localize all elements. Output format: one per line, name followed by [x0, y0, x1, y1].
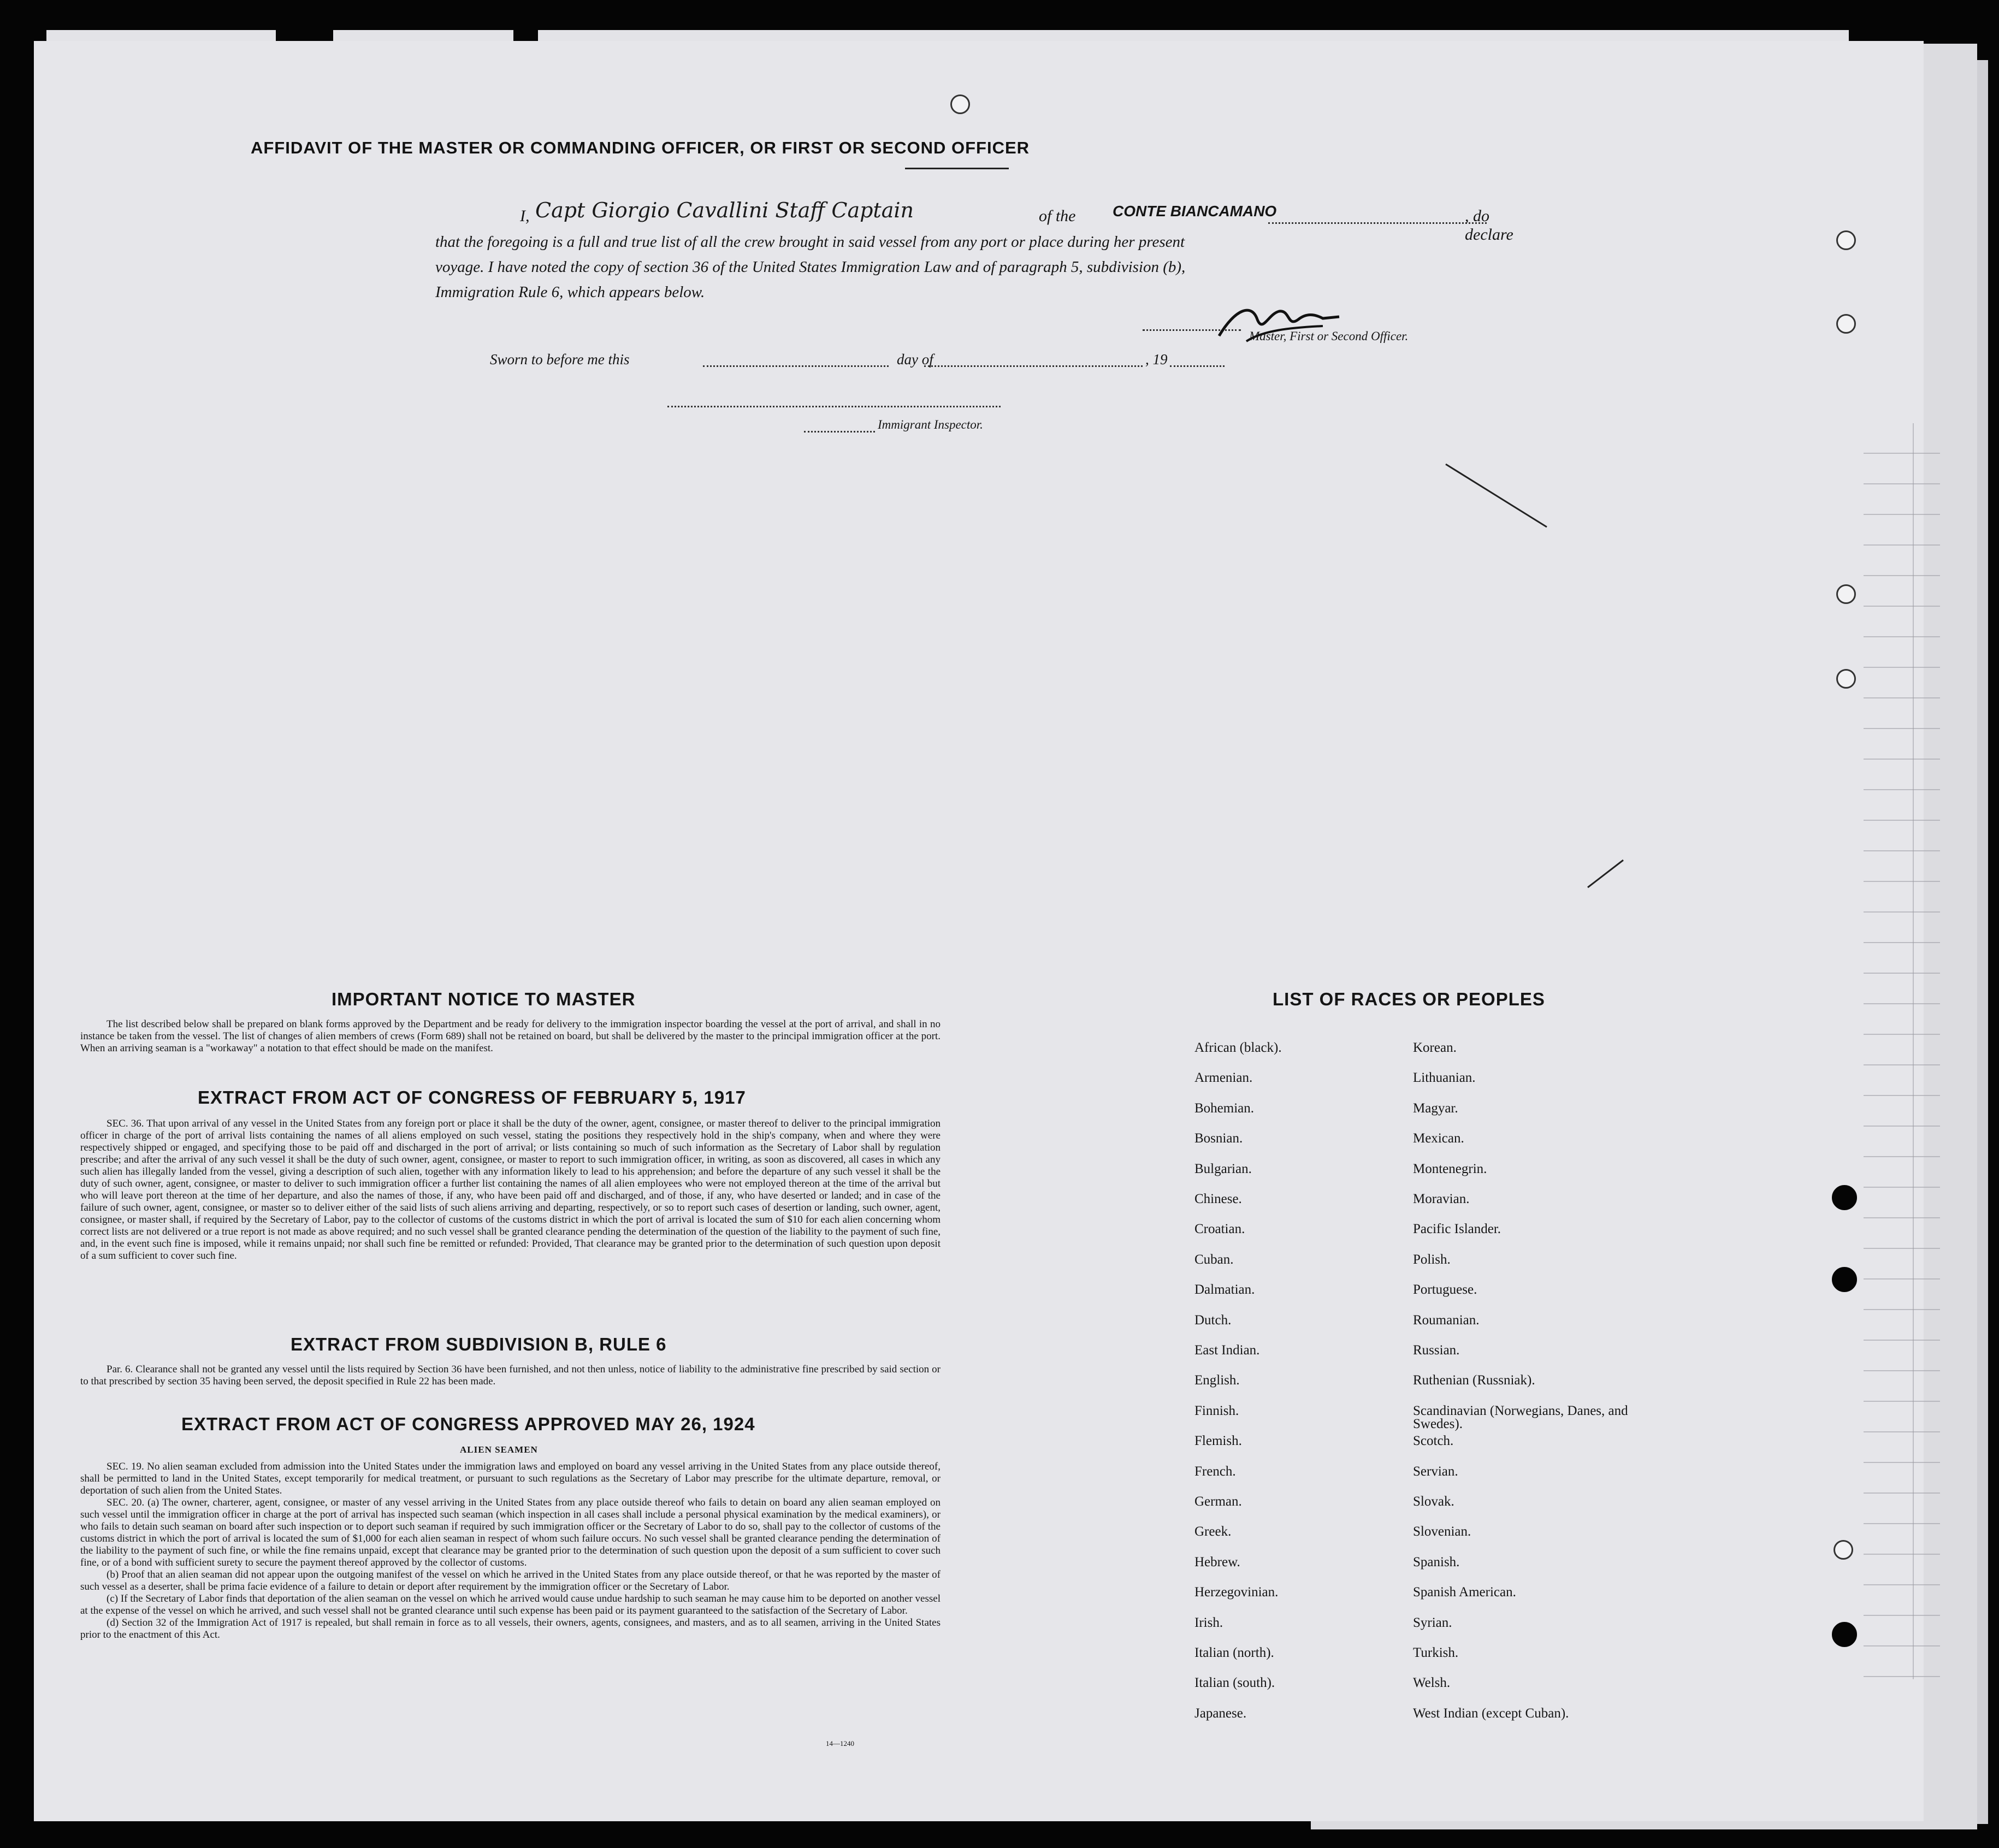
sec20c-paragraph: (c) If the Secretary of Labor finds that deportation of the alien seaman on the vessel on which he arrived would cause undue hardship to such seaman he may cause him to be deported on another vessel at the expense of the vessel on which he arrived, and such vessel shall not be granted clearance until such expense has been paid or its payment guaranteed to the satisfaction of the Secretary of Labor.	[80, 1593, 941, 1616]
race-item: East Indian.	[1194, 1343, 1260, 1358]
race-item: Bosnian.	[1194, 1131, 1243, 1146]
race-item: Spanish American.	[1413, 1585, 1516, 1600]
race-item: Mexican.	[1413, 1131, 1464, 1146]
extract-1917-text	[80, 1118, 941, 1262]
inspector-caption: Immigrant Inspector.	[878, 418, 983, 431]
race-item: Cuban.	[1194, 1252, 1234, 1267]
race-item: Russian.	[1413, 1343, 1460, 1358]
race-item: Polish.	[1413, 1252, 1451, 1267]
ledger-vline	[1913, 423, 1914, 1679]
race-item: Moravian.	[1413, 1192, 1470, 1206]
punch-hole	[950, 94, 970, 114]
punch-hole	[1836, 314, 1856, 334]
inspector-dotline	[667, 406, 1001, 407]
race-item: Dutch.	[1194, 1312, 1232, 1328]
declaration-line4: Immigration Rule 6, which appears below.	[435, 283, 705, 301]
race-item: Chinese.	[1194, 1192, 1242, 1206]
declaration-line2: that the foregoing is a full and true list of all the crew brought in said vessel from any port or place during her present	[435, 233, 1185, 251]
punch-hole	[1832, 1267, 1857, 1292]
race-item: Slovenian.	[1413, 1524, 1471, 1539]
race-item: Bohemian.	[1194, 1100, 1255, 1116]
sec20d-paragraph: (d) Section 32 of the Immigration Act of 1917 is repealed, but shall remain in force as to all vessels, their owners, agents, consignees, and masters, and as to all seamen, arriving in the United States prior to the enactment of this Act.	[80, 1617, 941, 1640]
race-item: Slovak.	[1413, 1494, 1454, 1509]
affidavit-title: AFFIDAVIT OF THE MASTER OR COMMANDING OFFICER, OR FIRST OR SECOND OFFICER	[250, 138, 1030, 157]
race-item: Dalmatian.	[1194, 1282, 1255, 1298]
of-the-label: of the	[1039, 207, 1076, 225]
notice-paragraph: The list described below shall be prepared on blank forms approved by the Department and be ready for delivery to the immigration inspector boarding the vessel at the port of arrival, and shall in no instance be taken from the vessel. The list of changes of alien members of crews (Form 689) shall not be retained on board, but shall be delivered by the master to the principal immigration officer at the port. When an arriving seaman is a "workaway" a notation to that effect should be made on the manifest.	[80, 1018, 941, 1054]
punch-hole	[1834, 1540, 1853, 1560]
title-rule	[905, 168, 1009, 169]
punch-hole	[1836, 584, 1856, 604]
race-item: African (black).	[1194, 1040, 1282, 1055]
notice-text	[80, 1018, 941, 1055]
race-item: Korean.	[1413, 1040, 1457, 1055]
extract-1924-title: EXTRACT FROM ACT OF CONGRESS APPROVED MAY 26, 1924	[181, 1414, 755, 1434]
race-item: Scandinavian (Norwegians, Danes, and Swedes).	[1413, 1403, 1628, 1431]
punch-hole	[1832, 1622, 1857, 1647]
race-item: Greek.	[1194, 1524, 1232, 1539]
sec19-paragraph: SEC. 19. No alien seaman excluded from admission into the United States under the immigration laws and employed on board any vessel arriving in the United States from any place outside thereof, shall be permitted to land in the United States, except temporarily for medical treatment, or pursuant to such regulations as the Secretary of Labor may prescribe for the ultimate departure, removal, or deportation of such alien from the United States.	[80, 1461, 941, 1496]
race-item: Welsh.	[1413, 1675, 1451, 1691]
race-item: Syrian.	[1413, 1615, 1452, 1630]
par6-paragraph: Par. 6. Clearance shall not be granted any vessel until the lists required by Section 36 have been furnished, and not then unless, notice of liability to the administrative fine prescribed by said section or to that prescribed by section 35 having been served, the deposit specified in Rule 22 has been made.	[80, 1364, 941, 1387]
handwritten-name: Capt Giorgio Cavallini Staff Captain	[535, 198, 914, 222]
alien-seamen-subtitle: ALIEN SEAMEN	[460, 1444, 538, 1455]
pen-mark	[1443, 461, 1552, 538]
punch-hole	[1832, 1185, 1857, 1210]
race-item: Italian (south).	[1194, 1675, 1275, 1691]
sworn-label: Sworn to before me this	[490, 351, 630, 368]
race-item: Magyar.	[1413, 1100, 1458, 1116]
race-item: French.	[1194, 1464, 1236, 1479]
punch-hole	[1836, 230, 1856, 250]
race-item: Roumanian.	[1413, 1312, 1480, 1328]
race-item: German.	[1194, 1494, 1242, 1509]
races-title: LIST OF RACES OR PEOPLES	[1273, 989, 1545, 1009]
signature-caption: Master, First or Second Officer.	[1249, 329, 1409, 343]
race-item: West Indian (except Cuban).	[1413, 1705, 1569, 1721]
extract-rule6-title: EXTRACT FROM SUBDIVISION B, RULE 6	[291, 1334, 667, 1354]
extract-rule6-text	[80, 1364, 941, 1388]
race-item: Flemish.	[1194, 1434, 1242, 1449]
vessel-name: CONTE BIANCAMANO	[1113, 203, 1277, 220]
inspector-short-dotline	[804, 431, 875, 433]
race-item: Finnish.	[1194, 1403, 1239, 1418]
sec20b-paragraph: (b) Proof that an alien seaman did not appear upon the outgoing manifest of the vessel on which he arrived in the United States from any place outside thereof, or that he was reported by the master of such vessel as a deserter, shall be prima facie evidence of a failure to detain or deport after requirement by the immigration officer or the Secretary of Labor.	[80, 1569, 941, 1592]
race-item: English.	[1194, 1373, 1240, 1388]
race-item: Hebrew.	[1194, 1554, 1240, 1569]
form-number: 14—1240	[826, 1739, 854, 1748]
notice-title: IMPORTANT NOTICE TO MASTER	[332, 989, 636, 1009]
ledger-lines	[1864, 423, 1940, 1679]
day-of-label: day of	[897, 351, 933, 368]
race-item: Spanish.	[1413, 1554, 1460, 1569]
declaration-line3: voyage. I have noted the copy of section 36 of the United States Immigration Law and of paragraph 5, subdivision (b),	[435, 258, 1186, 276]
race-item: Bulgarian.	[1194, 1161, 1252, 1176]
race-item: Scotch.	[1413, 1434, 1454, 1449]
race-item: Montenegrin.	[1413, 1161, 1487, 1176]
sworn-day-dotline	[703, 365, 889, 367]
sworn-month-dotline	[924, 365, 1143, 367]
year-label: , 19	[1145, 351, 1168, 368]
document-page	[34, 41, 1924, 1821]
i-label: I,	[520, 207, 530, 225]
sworn-year-dotline	[1170, 365, 1225, 367]
pen-mark	[1585, 857, 1629, 890]
race-item: Herzegovinian.	[1194, 1585, 1279, 1600]
race-item: Servian.	[1413, 1464, 1458, 1479]
race-item: Italian (north).	[1194, 1645, 1274, 1660]
race-item: Lithuanian.	[1413, 1070, 1476, 1086]
race-item: Armenian.	[1194, 1070, 1253, 1086]
vessel-dotline	[1268, 222, 1487, 224]
race-item: Turkish.	[1413, 1645, 1459, 1660]
punch-hole	[1836, 669, 1856, 689]
sec20a-paragraph: SEC. 20. (a) The owner, charterer, agent, consignee, or master of any vessel arriving in the United States from any place outside thereof who fails to detain on board any alien seaman employed on such vessel until the immigration officer in charge at the port of arrival has inspected such seaman (which inspection in all cases shall include a personal physical examination by the medical examiners), or who fails to detain such seaman on board after such inspection or to deport such seaman if required by such immigration officer or the Secretary of Labor to do so, shall pay to the collector of customs of the customs district in which the port of arrival is located the sum of $1,000 for each alien seaman in respect of whom such failure occurs. No such vessel shall be granted clearance pending the determination of the liability to the payment of such fine, or while the fine remains unpaid, except that clearance may be granted prior to the determination of such question upon the deposit of a sum sufficient to cover such fine, or of a bond with sufficient surety to secure the payment thereof approved by the collector of customs.	[80, 1497, 941, 1568]
extract-1924-text	[80, 1461, 941, 1641]
race-item: Ruthenian (Russniak).	[1413, 1373, 1535, 1388]
do-declare-label: , do declare	[1465, 207, 1513, 244]
race-item: Japanese.	[1194, 1705, 1247, 1721]
race-item: Pacific Islander.	[1413, 1222, 1501, 1237]
race-item: Irish.	[1194, 1615, 1223, 1630]
race-item: Portuguese.	[1413, 1282, 1477, 1298]
extract-1917-title: EXTRACT FROM ACT OF CONGRESS OF FEBRUARY 5, 1917	[198, 1087, 746, 1107]
race-item: Croatian.	[1194, 1222, 1245, 1237]
sec36-paragraph: SEC. 36. That upon arrival of any vessel in the United States from any foreign port or place it shall be the duty of the owner, agent, consignee, or master thereof to deliver to the principal immigration officer in charge of the port of arrival lists containing the names of all aliens employed on such vessel, stating the positions they respectively hold in the ship's company, when and where they were respectively shipped or engaged, and specifying those to be paid off and discharged in the port of arrival; or lists containing so much of such information as the Secretary of Labor shall by regulation prescribe; and after the arrival of any such vessel it shall be the duty of such owner, agent, consignee, or master to report to such immigration officer, in writing, as soon as discovered, all cases in which any such alien has illegally landed from the vessel, giving a description of such alien, together with any information likely to lead to his apprehension; and before the departure of any such vessel it shall be the duty of such owner, agent, consignee, or master to deliver to such immigration officer a further list containing the names of all alien employees who were not employed thereon at the time of the arrival but who will leave port thereon at the time of her departure, and also the names of those, if any, who have been paid off and discharged, and of those, if any, who have deserted or landed; and in case of the failure of such owner, agent, consignee, or master so to deliver either of the said lists of such aliens arriving and departing, respectively, or so to report such cases of desertion or landing, such owner, agent, consignee, or master shall, if required by the Secretary of Labor, pay to the collector of customs of the customs district in which the port of arrival is located the sum of $10 for each alien concerning whom correct lists are not delivered or a true report is not made as above required; and no such vessel shall be granted clearance pending the determination of the question of the liability to the payment of such fine, and, in the event such fine is imposed, while it remains unpaid; nor shall such fine be remitted or refunded: Provided, That clearance may be granted prior to the determination of such question upon deposit of a sum sufficient to cover such fine.	[80, 1118, 941, 1261]
